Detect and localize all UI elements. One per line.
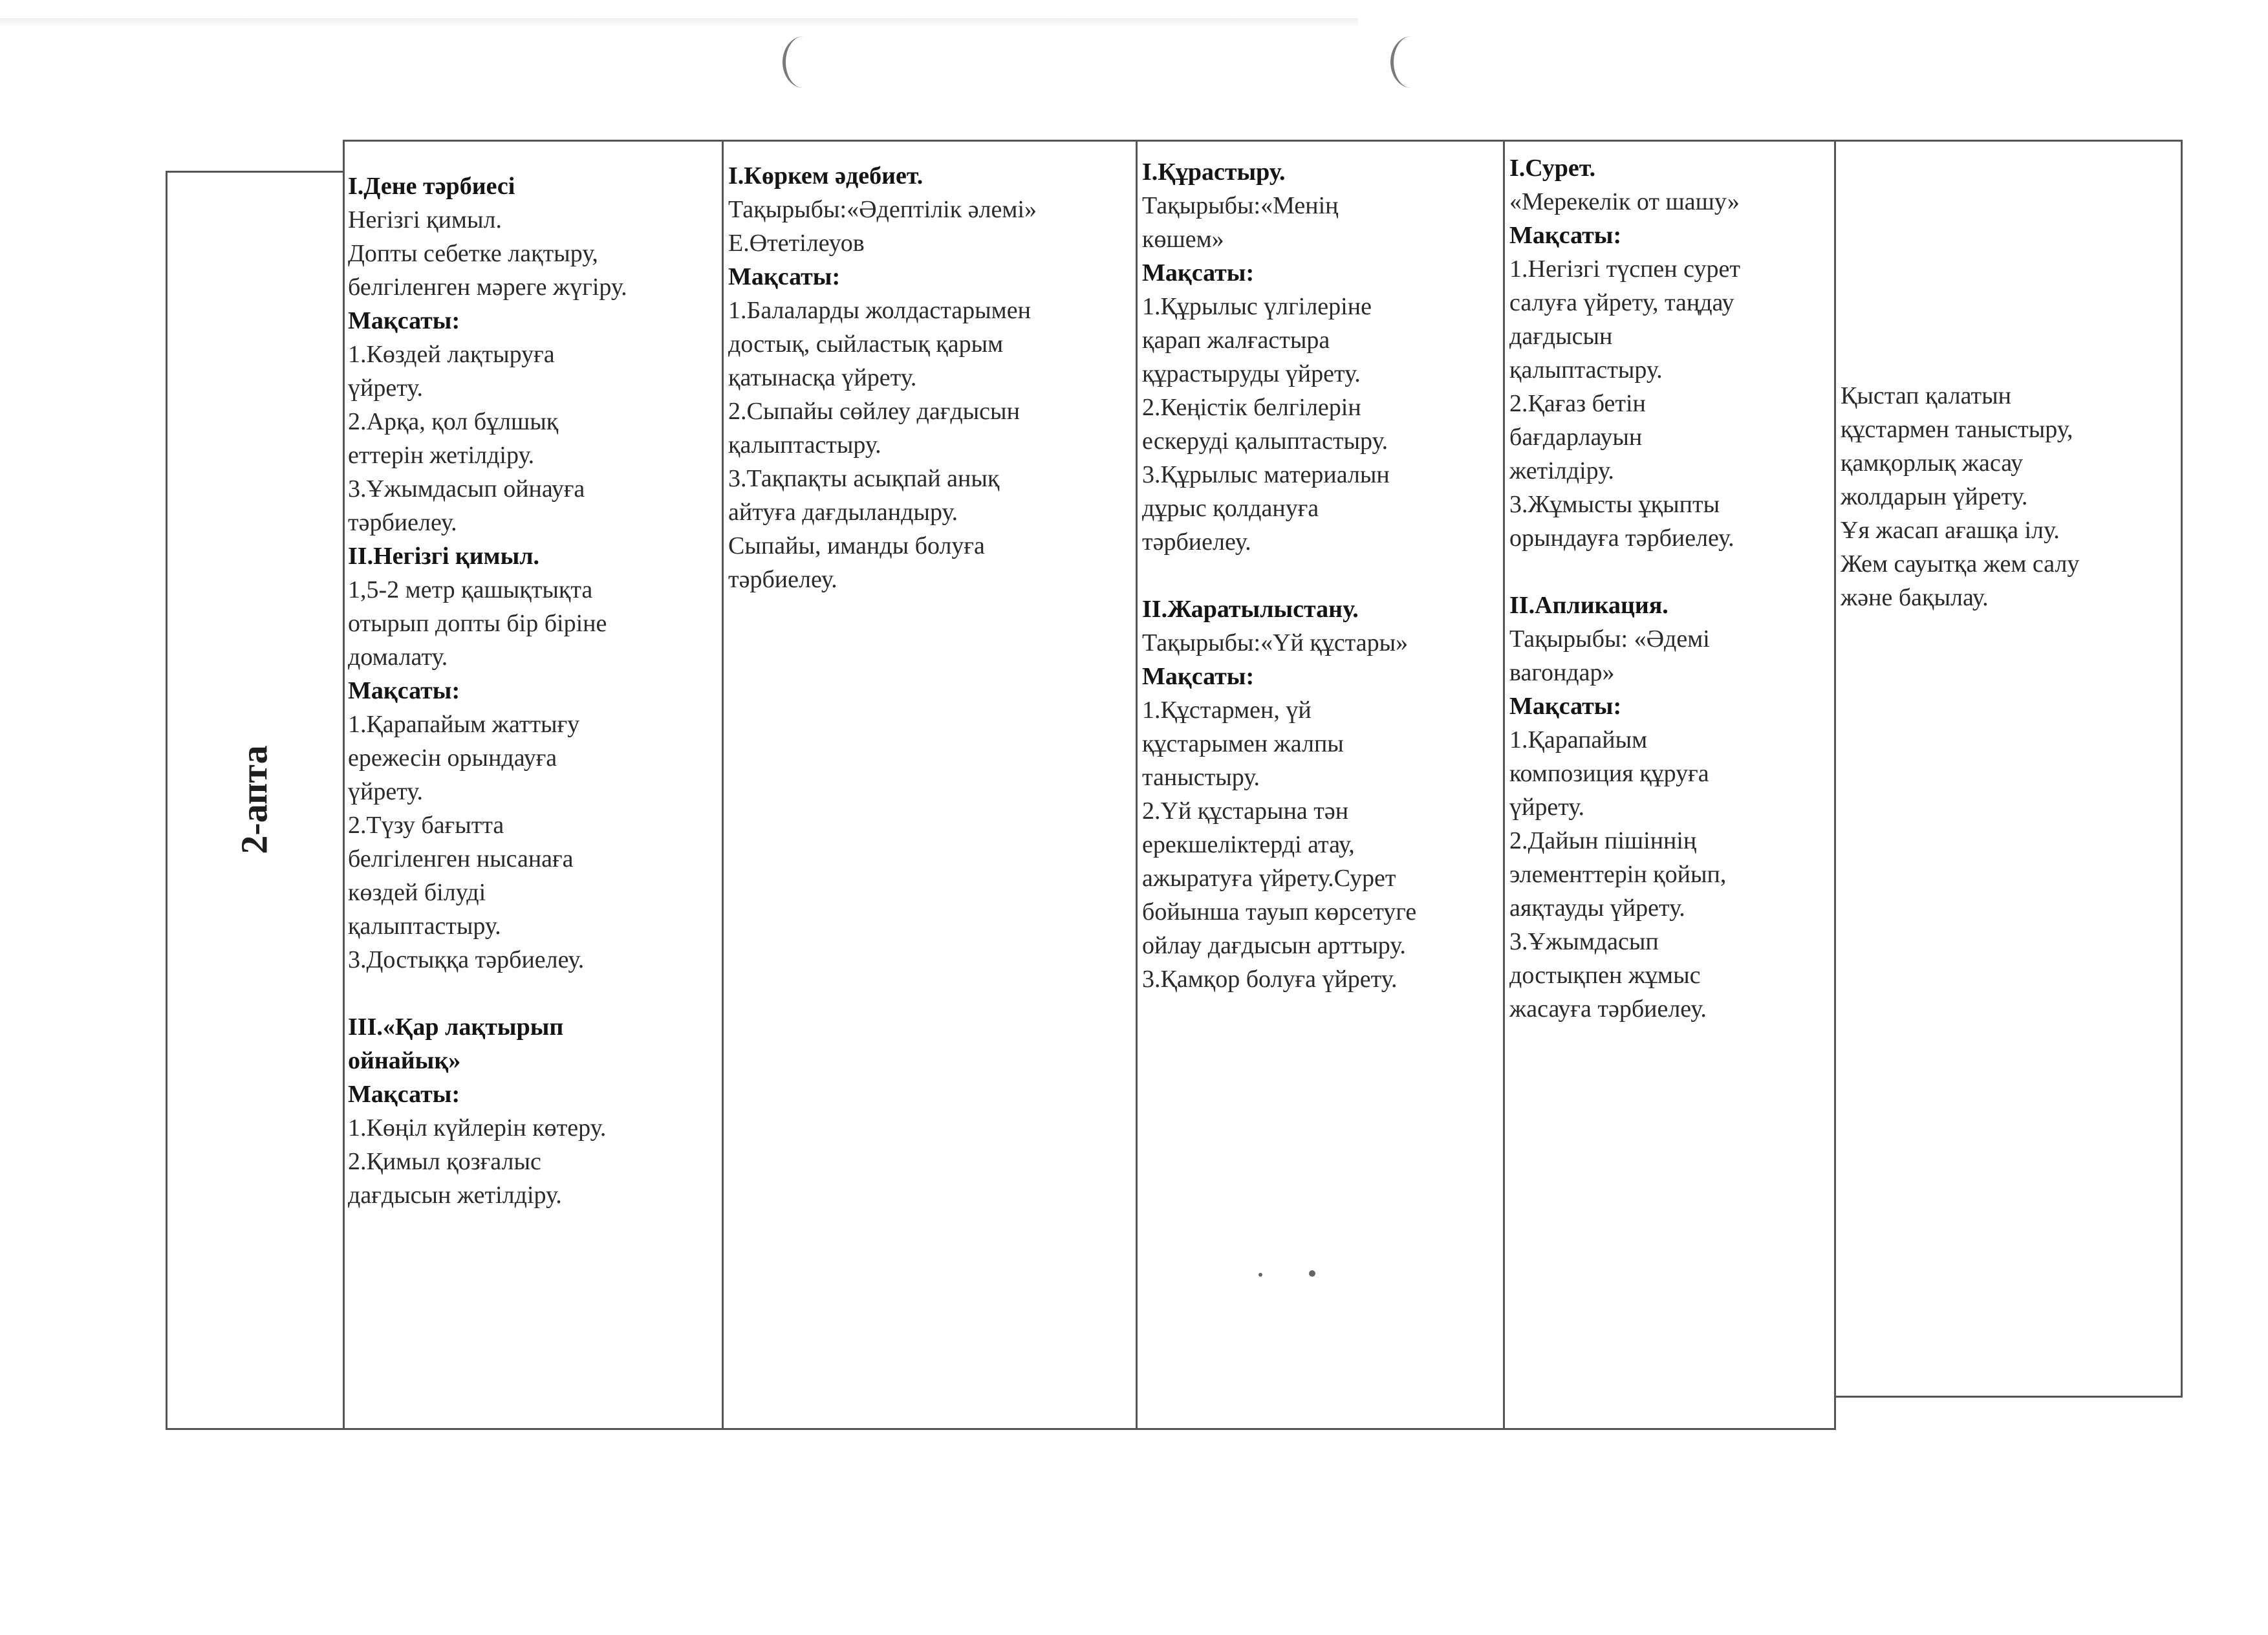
- week-label-cell: [166, 171, 343, 1428]
- cell-text-line: [1142, 559, 1503, 592]
- cell-text-line: 2.Үй құстарына тән: [1142, 797, 1349, 825]
- cell-text-line: вагондар»: [1509, 659, 1615, 686]
- section-heading: Мақсаты:: [1509, 693, 1622, 720]
- cell-text-line: жетілдіру.: [1509, 457, 1614, 484]
- cell-text-line: ерекшеліктерді атау,: [1142, 831, 1355, 858]
- cell-text-line: аяқтауды үйрету.: [1509, 894, 1685, 922]
- cell-text-line: ажыратуға үйрету.Сурет: [1142, 865, 1396, 892]
- cell-text-line: құрастыруды үйрету.: [1142, 360, 1361, 387]
- cell-text-line: белгіленген нысанаға: [348, 845, 574, 872]
- cell-text-line: достықпен жұмыс: [1509, 962, 1701, 989]
- cell-text-line: 3.Қамқор болуға үйрету.: [1142, 966, 1398, 993]
- cell-text-line: дағдысын: [1509, 323, 1613, 350]
- column-nature-walk: [1831, 379, 2181, 614]
- section-heading: ІІ.Жаратылыстану.: [1142, 596, 1359, 623]
- cell-text-line: тәрбиелеу.: [1142, 528, 1251, 556]
- table-border: [1834, 1396, 2182, 1398]
- cell-text-line: 1.Көңіл күйлерін көтеру.: [348, 1114, 607, 1142]
- cell-text-line: Тақырыбы:«Менің: [1142, 192, 1339, 219]
- cell-text-line: 2.Түзу бағытта: [348, 812, 504, 839]
- cell-text-line: қарап жалғастыра: [1142, 327, 1330, 354]
- cell-text-line: қамқорлық жасау: [1841, 449, 2024, 477]
- cell-text-line: 3.Достыққа тәрбиелеу.: [348, 946, 585, 973]
- cell-text-line: қатынасқа үйрету.: [728, 364, 917, 391]
- cell-text-line: ережесін орындауға: [348, 744, 557, 772]
- table-border: [166, 1428, 1834, 1430]
- cell-text-line: «Мерекелік от шашу»: [1509, 188, 1740, 215]
- cell-text-line: Тақырыбы:«Үй құстары»: [1142, 629, 1409, 656]
- cell-text-line: Тақырыбы: «Әдемі: [1509, 625, 1710, 653]
- scan-top-shadow: [0, 18, 1358, 27]
- cell-text-line: көшем»: [1142, 226, 1224, 253]
- cell-text-line: үйрету.: [348, 778, 424, 805]
- column-literature: [719, 159, 1136, 596]
- cell-text-line: [348, 977, 722, 1010]
- cell-text-line: құстармен таныстыру,: [1841, 416, 2073, 443]
- cell-text-line: домалату.: [348, 644, 448, 671]
- cell-text-line: белгіленген мәреге жүгіру.: [348, 274, 627, 301]
- punch-hole-mark: [1390, 36, 1432, 88]
- column-physical-education: [339, 169, 722, 1212]
- cell-text-line: қалыптастыру.: [348, 913, 501, 940]
- table-border: [2181, 140, 2183, 1398]
- section-heading: ІІІ.«Қар лақтырып: [348, 1013, 564, 1041]
- section-heading: І.Дене тәрбиесі: [348, 173, 515, 200]
- week-label: 2-апта: [233, 744, 275, 854]
- cell-text-line: тәрбиелеу.: [728, 566, 837, 593]
- cell-text-line: 1,5-2 метр қашықтықта: [348, 576, 593, 603]
- cell-text-line: ойлау дағдысын арттыру.: [1142, 932, 1406, 959]
- cell-text-line: 2.Қағаз бетін: [1509, 390, 1646, 417]
- cell-text-line: тәрбиелеу.: [348, 509, 457, 536]
- cell-text-line: және бақылау.: [1841, 584, 1989, 611]
- section-heading: Мақсаты:: [728, 263, 841, 290]
- plan-table: [166, 140, 2183, 1420]
- cell-text-line: Сыпайы, иманды болуға: [728, 532, 985, 559]
- cell-text-line: 3.Ұжымдасып ойнауға: [348, 475, 585, 503]
- section-heading: І.Құрастыру.: [1142, 158, 1286, 186]
- cell-text-line: 3.Тақпақты асықпай анық: [728, 465, 1000, 492]
- column-drawing-application: [1500, 151, 1834, 1026]
- cell-text-line: еттерін жетілдіру.: [348, 442, 535, 469]
- cell-text-line: 2.Арқа, қол бұлшық: [348, 408, 559, 435]
- cell-text-line: отырып допты бір біріне: [348, 610, 607, 637]
- section-heading: І.Көркем әдебиет.: [728, 162, 923, 189]
- cell-text-line: салуға үйрету, таңдау: [1509, 289, 1734, 316]
- section-heading: Мақсаты:: [348, 677, 460, 704]
- cell-text-line: Негізгі қимыл.: [348, 206, 502, 233]
- cell-text-line: дұрыс қолдануға: [1142, 495, 1319, 522]
- cell-text-line: 1.Құстармен, үй: [1142, 697, 1312, 724]
- section-heading: Мақсаты:: [348, 1081, 460, 1108]
- cell-text-line: Қыстап қалатын: [1841, 382, 2011, 409]
- cell-text-line: 1.Құрылыс үлгілеріне: [1142, 293, 1372, 320]
- cell-text-line: 2.Кеңістік белгілерін: [1142, 394, 1361, 421]
- scan-speck: [1258, 1273, 1262, 1277]
- cell-text-line: үйрету.: [1509, 794, 1585, 821]
- cell-text-line: 1.Қарапайым: [1509, 726, 1648, 753]
- cell-text-line: таныстыру.: [1142, 764, 1260, 791]
- cell-text-line: достық, сыйластық қарым: [728, 330, 1004, 358]
- cell-text-line: 3.Ұжымдасып: [1509, 928, 1659, 955]
- cell-text-line: қалыптастыру.: [1509, 356, 1663, 384]
- table-border: [343, 140, 2182, 142]
- punch-hole-mark: [783, 36, 825, 88]
- cell-text-line: жасауға тәрбиелеу.: [1509, 995, 1707, 1023]
- cell-text-line: үйрету.: [348, 374, 424, 402]
- cell-text-line: элементтерін қойып,: [1509, 861, 1727, 888]
- cell-text-line: 2.Дайын пішіннің: [1509, 827, 1697, 854]
- cell-text-line: Е.Өтетілеуов: [728, 230, 865, 257]
- cell-text-line: композиция құруға: [1509, 760, 1709, 787]
- section-heading: ІІ.Апликация.: [1509, 592, 1669, 619]
- cell-text-line: 1.Негізгі түспен сурет: [1509, 255, 1740, 283]
- cell-text-line: ескеруді қалыптастыру.: [1142, 428, 1388, 455]
- cell-text-line: 2.Сыпайы сөйлеу дағдысын: [728, 398, 1020, 425]
- table-border: [1834, 140, 1836, 1430]
- cell-text-line: 3.Жұмысты ұқыпты: [1509, 491, 1720, 518]
- section-heading: Мақсаты:: [1142, 259, 1255, 287]
- section-heading: Мақсаты:: [1509, 222, 1622, 249]
- cell-text-line: Допты себетке лақтыру,: [348, 240, 598, 267]
- cell-text-line: 1.Балаларды жолдастарымен: [728, 297, 1031, 324]
- cell-text-line: жолдарын үйрету.: [1841, 483, 2028, 510]
- section-heading: ІІ.Негізгі қимыл.: [348, 543, 540, 570]
- cell-text-line: айтуға дағдыландыру.: [728, 499, 958, 526]
- cell-text-line: көздей білуді: [348, 879, 486, 906]
- cell-text-line: дағдысын жетілдіру.: [348, 1182, 562, 1209]
- cell-text-line: 2.Қимыл қозғалыс: [348, 1148, 541, 1175]
- section-heading: Мақсаты:: [348, 307, 460, 334]
- cell-text-line: [1509, 555, 1834, 589]
- cell-text-line: 1.Көздей лақтыруға: [348, 341, 555, 368]
- scan-speck: [1309, 1270, 1315, 1277]
- cell-text-line: бойынша тауып көрсетуге: [1142, 898, 1417, 926]
- section-heading: Мақсаты:: [1142, 663, 1255, 690]
- cell-text-line: қалыптастыру.: [728, 431, 881, 459]
- column-construction-nature: [1133, 155, 1503, 996]
- cell-text-line: 3.Құрылыс материалын: [1142, 461, 1390, 488]
- cell-text-line: бағдарлауын: [1509, 424, 1643, 451]
- cell-text-line: орындауға тәрбиелеу.: [1509, 525, 1734, 552]
- cell-text-line: Жем сауытқа жем салу: [1841, 550, 2080, 578]
- cell-text-line: 1.Қарапайым жаттығу: [348, 711, 580, 738]
- cell-text-line: Ұя жасап ағашқа ілу.: [1841, 517, 2060, 544]
- cell-text-line: құстарымен жалпы: [1142, 730, 1344, 757]
- cell-text-line: Тақырыбы:«Әдептілік әлемі»: [728, 196, 1037, 223]
- section-heading: ойнайық»: [348, 1047, 461, 1074]
- section-heading: І.Сурет.: [1509, 155, 1596, 182]
